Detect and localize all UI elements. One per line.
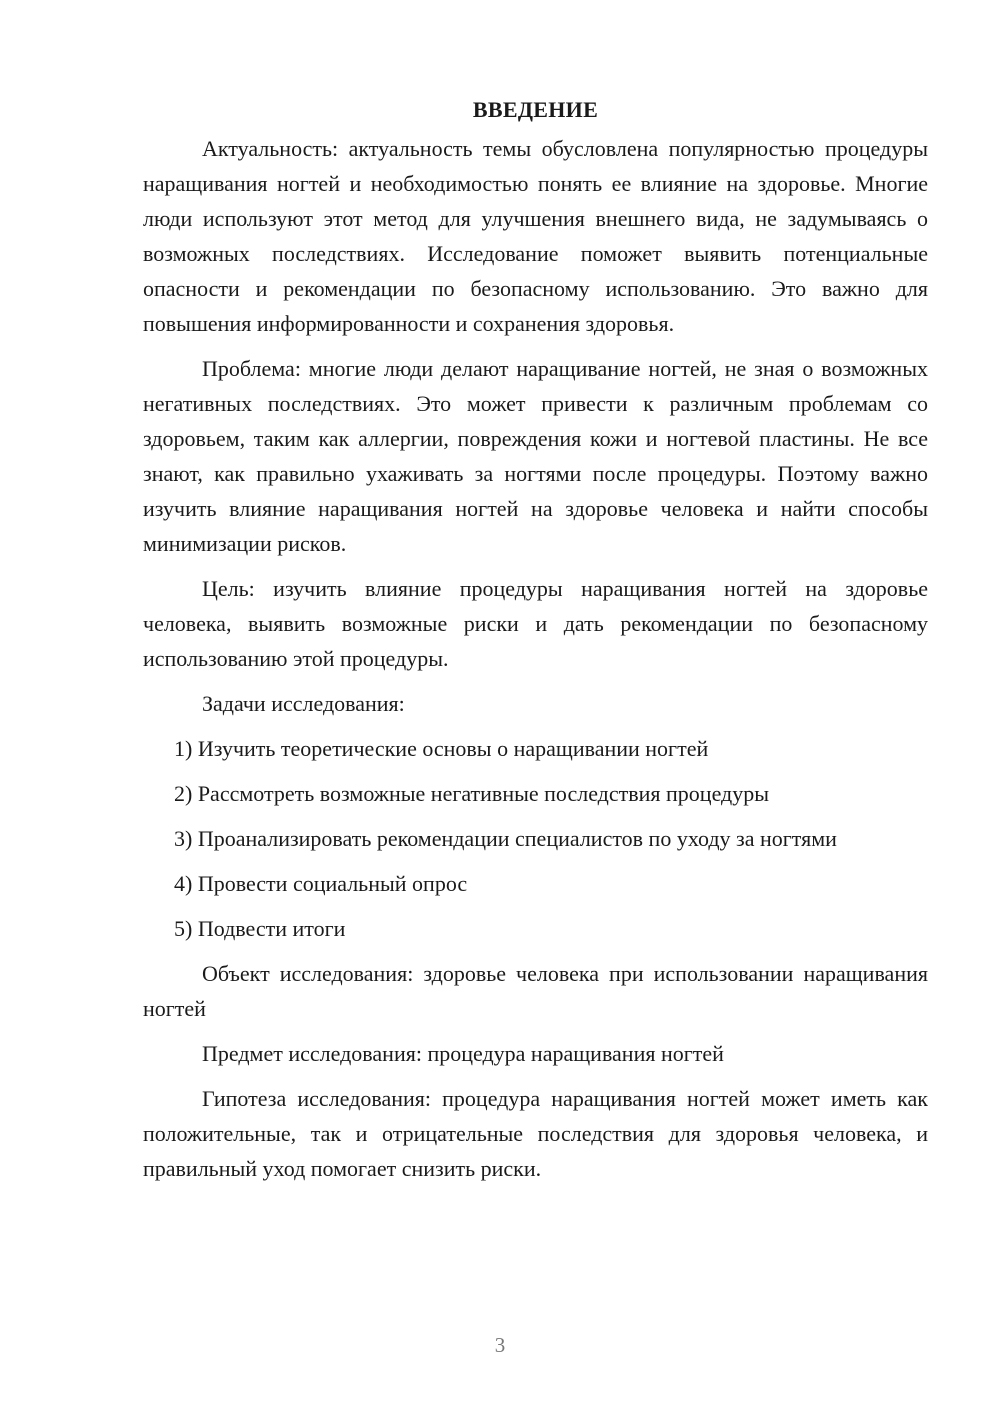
list-item: 5) Подвести итоги (174, 916, 346, 941)
relevance-paragraph: Актуальность: актуальность темы обусловлена популярностью процедуры наращивания ногтей и необходимостью понять ее влияние на здоровье. Многие люди используют этот метод для улучшения внешнего вида, не задумываясь о возможных последствиях. Исследование поможет выявить потенциальные опасности и рекомендации по безопасному использованию. Это важно для повышения информированности и сохранения здоровья. (143, 136, 928, 336)
hypothesis-paragraph: Гипотеза исследования: процедура наращивания ногтей может иметь как положительные, так и отрицательные последствия для здоровья человека, и правильный уход помогает снизить риски. (143, 1086, 928, 1181)
section-title: ВВЕДЕНИЕ (472, 97, 599, 122)
tasks-list (143, 731, 928, 946)
goal-paragraph: Цель: изучить влияние процедуры наращивания ногтей на здоровье человека, выявить возможные риски и дать рекомендации по безопасному использованию этой процедуры. (143, 576, 928, 671)
list-item: 3) Проанализировать рекомендации специалистов по уходу за ногтями (174, 826, 837, 851)
page-number: 3 (494, 1333, 506, 1357)
list-item: 4) Провести социальный опрос (174, 871, 468, 896)
problem-paragraph: Проблема: многие люди делают наращивание ногтей, не зная о возможных негативных последствиях. Это может привести к различным проблемам со здоровьем, таким как аллергии, повреждения кожи и ногтевой пластины. Не все знают, как правильно ухаживать за ногтями после процедуры. Поэтому важно изучить влияние наращивания ногтей на здоровье человека и найти способы минимизации рисков. (143, 356, 928, 556)
object-paragraph: Объект исследования: здоровье человека при использовании наращивания ногтей (143, 961, 928, 1021)
document-page (143, 92, 928, 1196)
tasks-heading: Задачи исследования: (202, 691, 405, 716)
subject-paragraph: Предмет исследования: процедура наращивания ногтей (202, 1041, 724, 1066)
list-item: 1) Изучить теоретические основы о наращивании ногтей (174, 736, 709, 761)
list-item: 2) Рассмотреть возможные негативные последствия процедуры (174, 781, 770, 806)
